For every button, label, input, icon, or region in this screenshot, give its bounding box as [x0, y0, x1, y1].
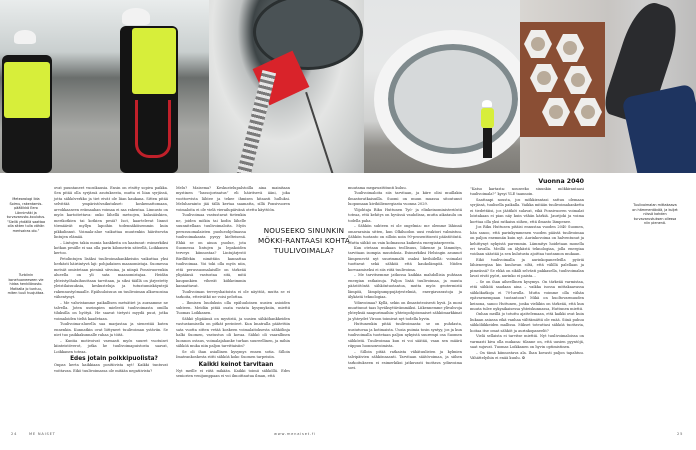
paragraph: – Se on ihan aiheellinen kysymys. On tärkeää varmistaa, että sähköä saadaan aina – vaikka isossa mittakaavassa sähkökatkoja ei 70-luvulla. Mutta voimme olla vähän epävarmempaan tuotantoon? Mikä on huoltovarmuuden keinona, sanoo Huttunen, jonka vieläkin on tärkeää, että kun muuta tulee nykyaikaisessa yhteiskunnassa, Huttunen miettii.: [470, 279, 584, 311]
paragraph: Onhan meillä jo totuttu ajattelemaan, että kaikki ovat kuin liukaan asiassa eikä vanhaa välttämättä ole enää. Siinä puhuu sähköliikkeiden mallissa. Mikset toteuttasi sähköä tuottavia, hoitaa itse omat sähköt ja aurinkopaneelit?: [470, 312, 584, 333]
article-column-2: [176, 186, 290, 379]
paragraph: – Kuntia motivoivat varmasti myös suuret vuotuiset kiinteistöverot, jotka he tuulivoimapuistosta saavat, Loikkanen toteaa.: [54, 338, 168, 354]
photo-workers-at-site: [0, 0, 209, 173]
jeans-leg: [621, 83, 696, 173]
paragraph: Se oli ihan asiallinen kysymys ennen sotia. Silloin Imatrankoskesta riitti sähköä koko Suomen tarpeisiin.: [176, 349, 290, 360]
paragraph: – Lintujen takia monia hankkeita on kaatunut: esimerkiksi kotkan pesälle ei saa olla parin kilometrin säteellä, Loikkanen kertoo.: [54, 240, 168, 256]
page-number-left: 24: [11, 432, 18, 436]
cable: [305, 92, 335, 173]
paragraph: Tuulivoima-alueella saa marjastaa ja sienestää kuten ennenkin. Kunnatkin ovat liittyneet tuulivoiman ystäviin. Se niet tuo paikkakunnalle rahaa ja töitä.: [54, 322, 168, 338]
worker-vest: [481, 108, 494, 128]
paragraph: Tuulivoiman terveyshaitoista ei ole näyttöä, mutta se ei tarkoita, etteivätkö ne voisi pelottaa.: [176, 289, 290, 300]
worker-helmet: [482, 100, 492, 107]
article-column-3: [348, 186, 462, 371]
photo-bolts-and-boot: [520, 0, 696, 173]
paragraph: ”Katso kartasta: nouseeko sinunkin mökkirantaasi tuulivoimala?” kysyi YLE taannoin.: [470, 187, 584, 197]
caption-left-top: Meteorologi Iida Soimu, rakentamis-päällikkö Eero Lönnimäki ja turvavarusto-koulutus. ”Siellä yhdällä saattaa olla sitten tulla vähän merisairas olo.”: [6, 197, 46, 233]
tower-hatch: [253, 0, 363, 70]
turbine-ring: [374, 30, 520, 168]
paragraph: Ylijohtaja Riku Huttunen Työ- ja elinkeinoministeriöstä toteaa, että kehitys on hyvässä vauhdissa, mutta aikataulu on todella paha.: [348, 207, 462, 223]
article-column-4: [470, 178, 584, 362]
subheading: Edes jotain poikkipuolista?: [70, 356, 158, 363]
sidebar-heading: Vuonna 2040: [538, 178, 584, 185]
paragraph: – Me tarvitsemme jatkossa kaikkia mahdollisia puhtaan energian ratkaisuja. Paljon lisää tuulivoimaa, ja muuta päästötöntä sähköntuotantoa, mutta myös geotermistä lämpöä, lämpöpumppujärjestelmiä, energiavarastoja ja älykästä teknologiaa.: [348, 273, 462, 300]
photo-turbine-hub: [364, 0, 520, 173]
paragraph: Vielä sellaista ei tarvitse miettiä. Nyt tuulivoimaloissa on varmasti kiva olla mukana: tilanne on, että uusien pyyntöjä, saat sujuvat. Tuomas Loikkanen on hyvin optimistinen.: [470, 334, 584, 350]
subheading: Kaikki keinot tarvitaan: [198, 361, 274, 368]
paragraph: Petolintujen lisäksi tuulivoimahankkeisiin vaikuttaa yksi herkästi häiriintyvä laji: pohjadaisen maanomistaja. Suomessa metsät omistetaan pieninä siivuina, ja niinpä Ponsivuorenkin alueella on yli sata maanomistajaa. Heidän yhteistyöhaluihuuttaan tarvitaan, ja siksi täällä on järjestetty yleistilaisuuksia, keskusteluja ja tutustumiskäyntejä rakennustyömaalle. Epäluuloisuus on tuulivoiman alkuvuosina vähentynyt.: [54, 256, 168, 300]
paragraph: muutama megawattitunti kuluu.: [348, 186, 407, 190]
photo-tower-interior: [209, 0, 364, 173]
caption-right: Tuulivoimalan mittakaava on hämmentävää, ja kuljet niissä kahden turvavarustuksen ollessa niin pienenä.: [632, 203, 678, 225]
hard-hat: [122, 8, 150, 25]
paragraph: Eikö tuulivoimalla ja aurinkopaneeleilla pyöriä lähienergiaa kin kuuluvan siltä, että välillä palellaan ja pimeässä? Se ehkä on sikäli selvästi pakkasella, tuulivoimalan lavat eivät pyöri, aurinko ei paista...: [470, 257, 584, 279]
paragraph: – On tämä kiinnostava ala. Ihan kovasti paljon tapahtuu. Vähättelyihin ei enää kuulu. ❂: [470, 350, 584, 361]
paragraph: Kun otetaan mukaan teollisuus, liikenne ja lämmitys, tarvitaan isompia muutoksia. Esimerkiksi Helsingin asunnot lämpenevät nyt suurimmalti osaksi kivihiilellä: voimalat tuottavat sekä sähköä että kaukolämpöä. Niiden korvaamiseksi ei siis riitä tuulivoima.: [348, 245, 462, 272]
safety-harness-strap: [135, 100, 171, 158]
paragraph: Tuulivoimaa vastustavat tietenkin ne, joiden mökin tai kodin lähelle suunnitellaan tuulivoimaloita. Myös perussuomalaisten puolueohjelmassa tuulivoimakanta pysyy kielteisenä. Ehkä se on ainoa puolue, jota Suomessa lintujen ja lepakoiden terveys kiinnostaa? Lintujärjestö Birdlifekin nimittäin kannattaa tuulivoimaa. Voi toki olla myös niin, että perussuomalaisille on tärkeää ylipäänsä vastustaa sitä, mitä kaupunkien vihreät kiihkeimmin kannattavat.: [176, 213, 246, 289]
paragraph: Sähkö ylipäänsä on mystistä, ja uusien sähköhankkeiden vastustamisella on pitkät perinteet. Kun Imatralla päätettiin sata vuotta sitten vetää koskeen voimalaitoksesta sähkölinja halki Suomen, vastustus oli kovaa. Sähkö oli vaarallinen luonnon ostaus, voimalajahanke turhan suureellinen, ja mihin sähköä muka niin paljon tarvittaisiin?: [176, 316, 290, 349]
worker-legs: [483, 128, 492, 158]
caption-left-bottom: Turbiinin konehuoneeseen vie hidas henkilönosto. Matkalla jo tuntuu, miten tuuli huojuttaa.: [7, 273, 45, 295]
paragraph: Jos Riku Huttusen pitäisi ennustaa vuoden 2040 Suomen, hän sanoo, että parinkymmenen vuoden päästä tuulivoimaa on paljon enemmän kuin nyt. Aurinkovoima on halventunut ja kehittynyt nykyistä paremmin. Lämmitys hoidetaan monella eri tavalla. Meillä on älykästä teknologiaa, jolla energiaa voidaan säästää ja sen kulutusta ajoittaa tuotannon mukaan.: [470, 225, 584, 257]
hard-hat: [14, 30, 36, 44]
paragraph: – Sähkön suhteen ei ole ongelmia: me olemme lähinnä omavaraisia sitten, kun Olkiluodon uusi reaktori valmistuu. Sähkön tuotanto on silloin noin 90-prosenttisesti päästötöntä. Mutta sähkö on vain kolmasosa kaikesta energiatarpeesta.: [348, 224, 462, 245]
hi-vis-vest: [4, 62, 50, 118]
paragraph: – Silloin pitää ratkaista vähätuulisten ja kylmien talvipäivien sähkönsaanti. Tarvitaan säätövoimaa, ja siihen tarkoitukseen ei esimerkiksi jatkuvasti tuottava ydinvoima sovi.: [348, 349, 462, 370]
paragraph: Melu? Maisema? Keskustelupalstoilla aina mainitaan mystinen ”bassojorinatus” eli häiritsevä ääni, joka voottorvista lähtee ja tekee ihmisen hitaasti hulluksi. Meluhavainto jää tällä kertaa saamatta, sillä Ponsivuoren voimaloita ei ole vielä vierailupäivänä otettu käyttöön.: [176, 186, 290, 212]
ladder: [236, 70, 276, 173]
paragraph: ovat puuntaneet vuosikausia. Ensin on etsitty sopiva paikka. Sen pitää olla syrjässä asutuksesta, mutta ei liian syrjässä, jotta sähköverkko ja tiet eivät ole liian kaukana. Sitten pitää selvittää ympäristövaikutukset: koskemattomaan, arvokkaaseen erämaahan voimaa ei saa rakentaa. Linnusto on myös kartoitettava: onko lähellä metsojen, kalasääskien, merikotkien tai kotkien pesiä? Isot, kaartelevat linnut törmäävät myllyn lapoihin todennäköisemmin kuin pikkulinnut. Voimala-alue vaikuttaa muutenkin häiritsevän lintujen elämää.: [54, 186, 168, 240]
paragraph: Saattaapi nousta, jos mökkirantasi sattuu olemaan syrjässä, tuulisella paikalla. Vaikka mitään tuulivoimahanketta ei tiedettäisi, jos jäätiköt sulavat, eikä Ponsivuoren voimalat loistakaan ei pian näy kuin vähän kärkiä. Jaurijoki ja voima korttaa olla yksi ratkaisu siihen, että ilmasto lämpenee.: [470, 197, 584, 224]
paragraph: Tuulivoimaloita siis tarvitaan, ja kiire olisi muillakin ilmastoratkaisuilla. Suomi on muun muassa sitoutunut luopumaan kivihiilienergiasta vuonna 2029.: [348, 191, 462, 207]
paragraph: – Me vahvistamme paikallisen metsätiet ja auraamme ne talvella. Joten useimpien mielestä tuulivoimasta omilla tiluksilla on hyötyä. He saavat tietysti myydä puut, jotka voimaloiden tieltä kaadetaan.: [54, 300, 168, 321]
website-url: www.menaiset.fi: [274, 432, 316, 436]
article-column-1: [54, 186, 168, 374]
hi-vis-vest: [132, 28, 176, 94]
pull-quote: NOUSEEKO SINUNKIN MÖKKI-RANTAASI KOHTA TUULIVOIMALA?: [258, 226, 350, 255]
paragraph: Onpas kerta kaikkiaan positiivista nyt! Kaikki tuntuvat voittavan. Eikö tuulivoimassa ole mitään negatiivista?: [54, 363, 168, 373]
photo-strip: [0, 0, 696, 173]
page-number-right: 25: [677, 432, 684, 436]
paragraph: – Ihmisen luuduksin olla epäluuloinen uusien asioiden suhteen. Meidän pitää osata vastata kysymyksiin, miettii Tuomas Loikkanen.: [176, 300, 290, 316]
paragraph: Ydinvoimaa? Kyllä, sekin on ilmastoteoisesti hyvä. Ja moni muuttunut taas hyväksyttävämmäksi. Liikennemme ylivahvoja yhteyksiä naapurimaihin: yhteispohjoismaiset sähkömarkkinat ja yhteydet Viroon toimivat nyt todella hyvin.: [348, 300, 462, 321]
paragraph: Nyt meille ei riitä mikään. Kaikki toimii sähköllä. Edes seniorien venijumppaan ei voi ilmoittautua ilman, että: [176, 368, 290, 378]
paragraph: Huttunenkin pitää tuulivoimasta: se on puhdasta, uusiutuvaa ja kotimaista. Uusia puimia tosin syntyy, jos ja kun tuulivoimalla tuotetaan paljon nykyistä suurempi osa Suomen sähköstä. Tuulivoimaa kun ei voi säätää, vaan sen määrä riippuu luonnonvoimista.: [348, 322, 462, 349]
magazine-name: ME NAISET: [29, 432, 56, 436]
